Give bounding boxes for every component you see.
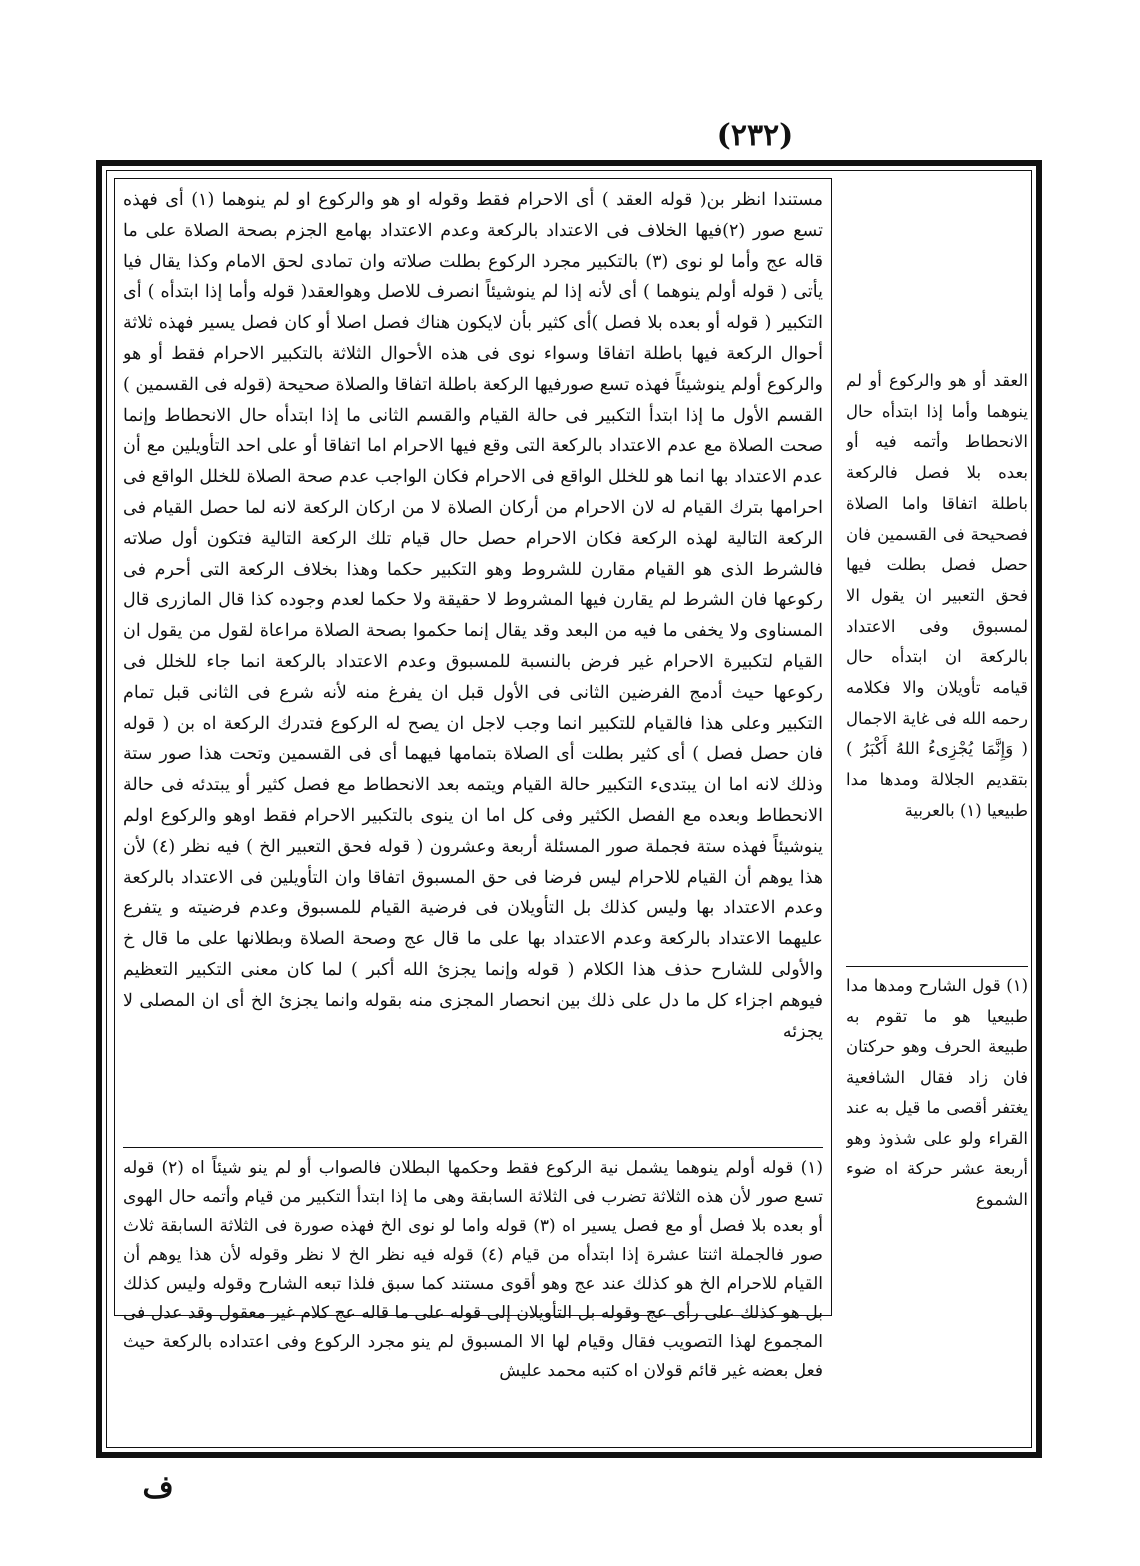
side-matn-column [846, 366, 1028, 1366]
main-commentary-text: مستندا انظر بن( قوله العقد ) أى الاحرام فقط وقوله او هو والركوع او لم ينوهما (١) أى فهذه تسع صور (٢)فيها الخلاف فى الاعتداد بالركعة وعدم الاعتداد بهامع الجزم بصحة الصلاة على ما قاله عج وأما لو نوى (٣) بالتكبير مجرد الركوع بطلت صلاته وان تمادى لحق الامام وكذا يقال فيا يأتى ( قوله أولم ينوهما ) أى لأنه إذا لم ينوشيئاً انصرف للاصل وهوالعقد( قوله وأما إذا ابتدأه ) أى التكبير ( قوله أو بعده بلا فصل )أى كثير بأن لايكون هناك فصل اصلا أو كان فصل يسير فهذه ثلاثة أحوال الركعة فيها باطلة اتفاقا وسواء نوى فى هذه الأحوال الثلاثة بالتكبير الاحرام فقط أو هو والركوع أولم ينوشيئاً فهذه تسع صورفيها الركعة باطلة اتفاقا والصلاة صحيحة (قوله فى القسمين ) القسم الأول ما إذا ابتدأ التكبير فى حالة القيام والقسم الثانى ما إذا ابتدأه حال الانحطاط وإنما صحت الصلاة مع عدم الاعتداد بالركعة التى وقع فيها الاحرام اما اتفاقا أو على احد التأويلين مع أن عدم الاعتداد بها انما هو للخلل الواقع فى الاحرام فكان الواجب عدم صحة الصلاة للخلل الواقع فى احرامها بترك القيام له لان الاحرام من أركان الصلاة لا من اركان الركعة لانه لما حصل القيام فى الركعة التالية لهذه الركعة فكان الاحرام حصل حال قيام تلك الركعة التالية فتكون أول صلاته فالشرط الذى هو القيام مقارن للشروط وهو التكبير حكما وهذا بخلاف الركعة التى أحرم فى ركوعها فان الشرط لم يقارن فيها المشروط لا حقيقة ولا حكما لعدم وجوده كذا قال المازرى قال المسناوى ولا يخفى ما فيه من البعد وقد يقال إنما حكموا بصحة الصلاة مراعاة لقول من يقول ان القيام لتكبيرة الاحرام غير فرض بالنسبة للمسبوق وعدم الاعتداد بالركعة انما جاء للخلل فى ركوعها حيث أدمج الفرضين الثانى فى الأول قبل ان يفرغ منه لأنه شرع فى الثانى قبل تمام التكبير وعلى هذا فالقيام للتكبير انما وجب لاجل ان يصح له الركوع فتدرك الركعة اه بن ( قوله فان حصل فصل ) أى كثير بطلت أى الصلاة بتمامها فيهما أى فى القسمين وتحت هذا صور ستة وذلك لانه اما ان يبتدىء التكبير حالة القيام ويتمه بعد الانحطاط مع فصل كثير أو يبتدئه فى حالة الانحطاط وبعده مع الفصل الكثير وفى كل اما ان ينوى بالتكبير الاحرام فقط اوهو والركوع اولم ينوشيئاً فهذه ستة فجملة صور المسئلة أربعة وعشرون ( قوله فحق التعبير الخ ) فيه نظر (٤) لأن هذا يوهم أن القيام للاحرام ليس فرضا فى حق المسبوق اتفاقا وان التأويلين فى الاعتداد بالركعة وعدم الاعتداد بها وليس كذلك بل التأويلان فى فرضية القيام للمسبوق وعدم فرضيته و يتفرع عليهما الاعتداد بالركعة وعدم الاعتداد بها على ما قال عج وصحة الصلاة وبطلانها على ما قال خ والأولى للشارح حذف هذا الكلام ( قوله وإنما يجزئ الله أكبر ) لما كان معنى التكبير التعظيم فيوهم اجزاء كل ما دل على ذلك بين انحصار المجزى منه بقوله وانما يجزئ الخ أى ان المصلى لا يجزئه [123, 190, 823, 1042]
signature-mark: ف [142, 1470, 174, 1505]
page-frame [96, 160, 1042, 1458]
side-matn-text: العقد أو هو والركوع أو لم ينوهما وأما إذا ابتدأه حال الانحطاط وأتمه فيه أو بعده بلا فصل فالركعة باطلة اتفاقا واما الصلاة فصحيحة فى القسمين فان حصل فصل بطلت فيها فحق التعبير ان يقول الا لمسبوق وفى الاعتداد بالركعة ان ابتدأه حال قيامه تأويلان والا فكلامه رحمه الله فى غاية الاجمال ( وَإِنَّمَا يُجْزِىءُ اللهُ أَكْبَرُ ) بتقديم الجلالة ومدها مدا طبيعيا (١) بالعربية [846, 371, 1028, 820]
main-footnotes: (١) قوله أولم ينوهما يشمل نية الركوع فقط وحكمها البطلان فالصواب أو لم ينو شيئاً اه (٢) قوله تسع صور لأن هذه الثلاثة تضرب فى الثلاثة السابقة وهى ما إذا ابتدأ التكبير من قيام وأتمه حال الهوى أو بعده بلا فصل أو مع فصل يسير اه (٣) قوله واما لو نوى الخ فهذه صورة فى الثلاثة السابقة ثلاث صور فالجملة اثنتا عشرة إذا ابتدأه من قيام (٤) قوله فيه نظر الخ لا نظر وقوله لأن هذا يوهم أن القيام للاحرام الخ هو كذلك عند عج وهو أقوى مستند كما سبق فلذا تبعه الشارح وقوله وليس كذلك بل هو كذلك على رأى عج وقوله بل التأويلان إلى قوله على ما قاله عج كلام غير معقول وقد عدل فى المجموع لهذا التصويب فقال وقيام لها الا المسبوق لم ينو مجرد الركوع وفى اعتداده بالركعة حيث فعل بعضه غير قائم قولان اه كتبه محمد عليش [123, 1147, 823, 1542]
page-number: (٢٣٢) [716, 118, 794, 153]
main-commentary-box [114, 178, 832, 1381]
side-footnote: (١) قول الشارح ومدها مدا طبيعيا هو ما تقوم به طبيعة الحرف وهو حركتان فان زاد فقال الشافعية يغتفر أقصى ما قيل به عند القراء ولو على شذوذ وهو أربعة عشر حركة اه ضوء الشموع [846, 966, 1028, 1261]
